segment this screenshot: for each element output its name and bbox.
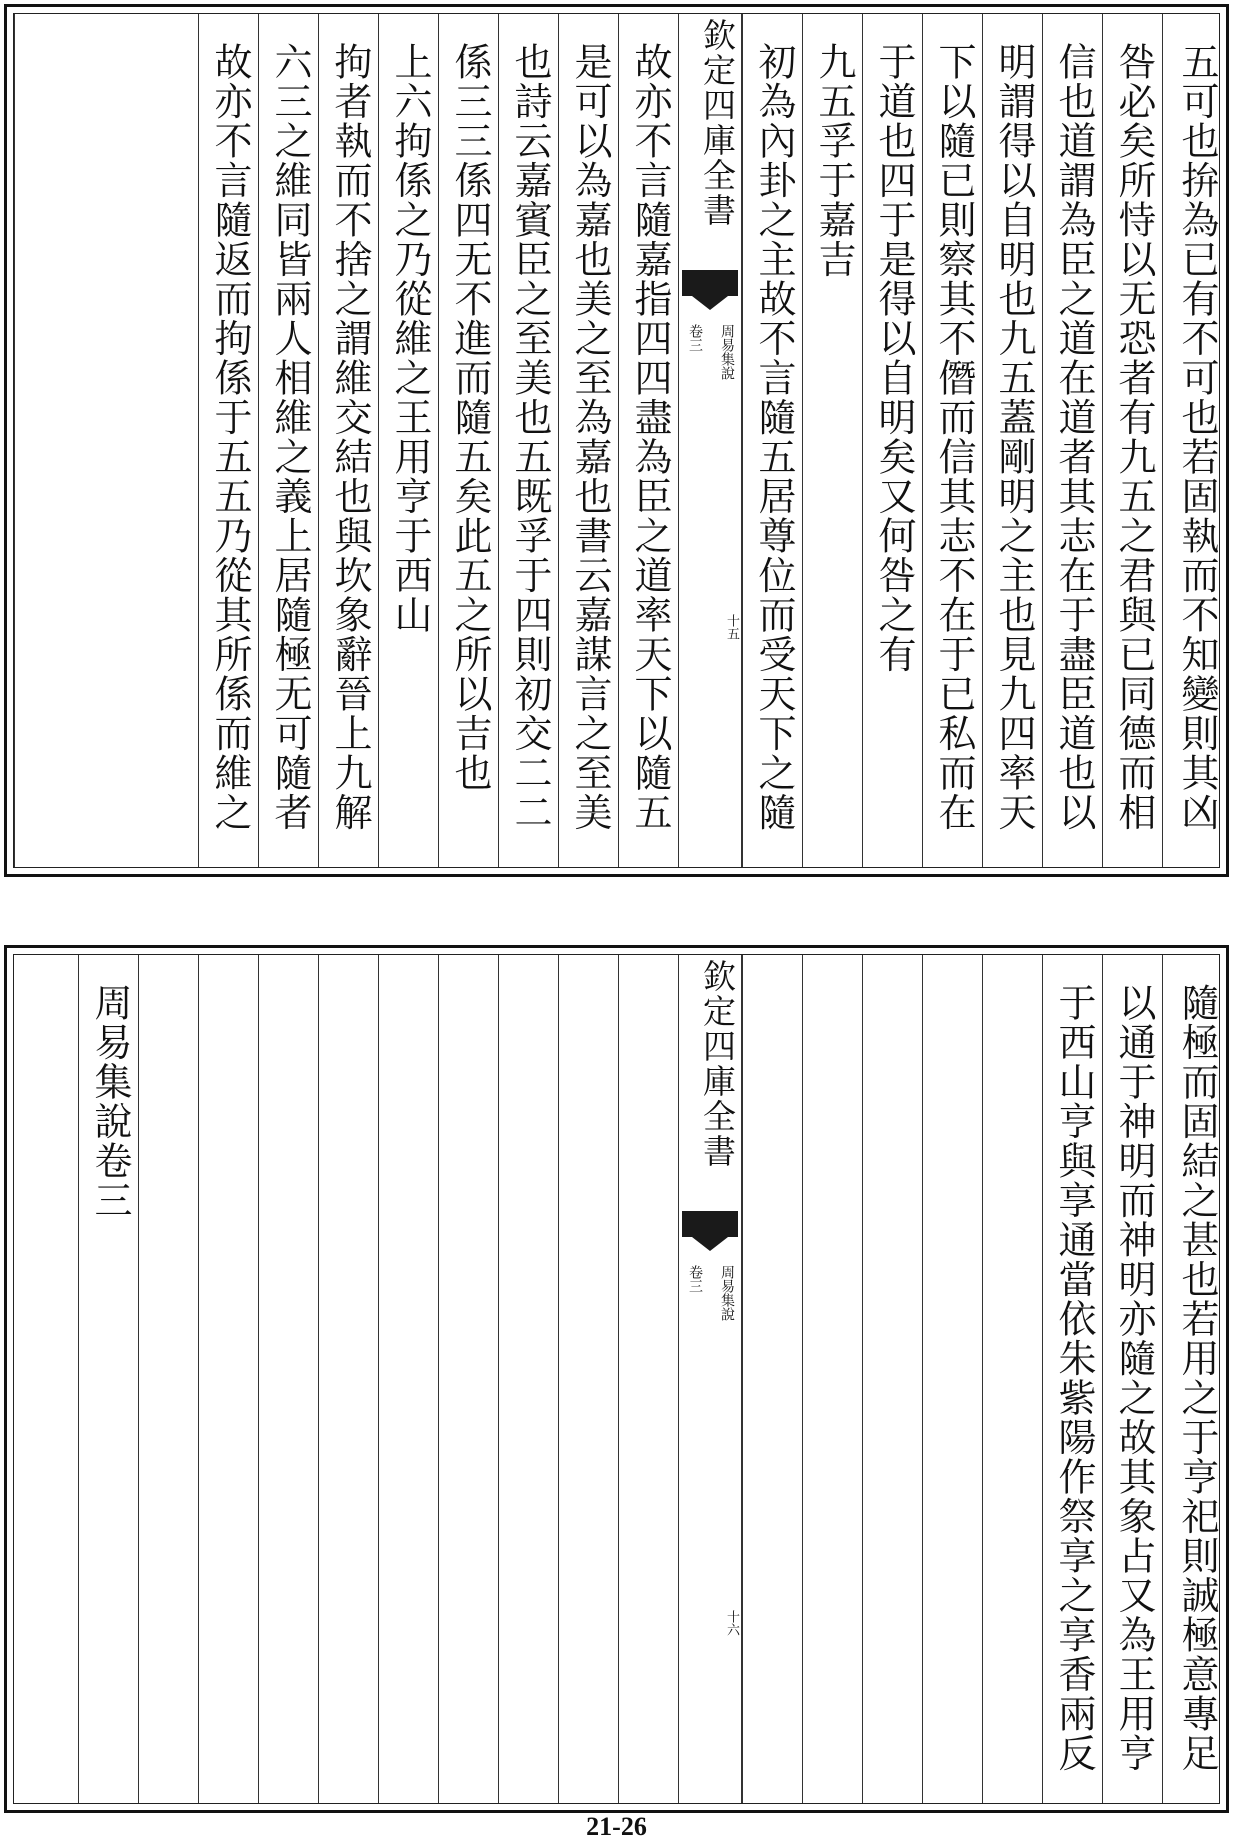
blank-margin xyxy=(14,955,78,1803)
column-text: 于道也四于是得以自明矣又何咎之有 xyxy=(872,42,916,674)
center-page-number: 十六 xyxy=(724,1610,739,1636)
text-column xyxy=(378,14,438,867)
column-text: 咎必矣所恃以无恐者有九五之君與已同德而相 xyxy=(1112,42,1156,832)
center-fold xyxy=(678,955,742,1803)
lower-page-frame xyxy=(13,954,1220,1804)
empty-column xyxy=(558,955,618,1803)
empty-column xyxy=(378,955,438,1803)
center-book-title: 周易集說 xyxy=(719,1265,735,1321)
text-column xyxy=(1162,14,1225,867)
fish-tail-mark xyxy=(682,270,738,296)
column-text: 六三之維同皆兩人相維之義上居隨極无可隨者 xyxy=(268,42,312,832)
column-text: 五可也拚為已有不可也若固執而不知變則其凶 xyxy=(1175,42,1219,832)
column-text: 明謂得以自明也九五蓋剛明之主也見九四率天 xyxy=(992,42,1036,832)
center-volume: 卷三 xyxy=(687,1265,703,1293)
fish-tail-mark xyxy=(682,1211,738,1237)
empty-column xyxy=(862,955,922,1803)
empty-column xyxy=(438,955,498,1803)
column-text: 九五孚于嘉吉 xyxy=(812,42,856,279)
column-text: 于西山亨與享通當依朱紫陽作祭享之享香兩反 xyxy=(1052,983,1096,1773)
text-column xyxy=(1102,955,1162,1803)
column-text: 是可以為嘉也美之至為嘉也書云嘉謀言之至美 xyxy=(568,42,612,832)
empty-column xyxy=(982,955,1042,1803)
empty-column xyxy=(258,955,318,1803)
column-text: 信也道謂為臣之道在道者其志在于盡臣道也以 xyxy=(1052,42,1096,832)
text-column xyxy=(1102,14,1162,867)
empty-column xyxy=(802,955,862,1803)
text-column xyxy=(982,14,1042,867)
empty-column xyxy=(318,955,378,1803)
empty-column xyxy=(922,955,982,1803)
column-text: 拘者執而不捨之謂維交結也與坎象辭晉上九解 xyxy=(328,42,372,832)
text-column xyxy=(862,14,922,867)
column-text: 故亦不言隨返而拘係于五五乃從其所係而維之 xyxy=(208,42,252,832)
text-column xyxy=(78,955,138,1803)
center-book-title: 周易集說 xyxy=(719,324,735,380)
center-page-number: 十五 xyxy=(724,614,739,640)
text-column xyxy=(802,14,862,867)
empty-column xyxy=(618,955,678,1803)
text-column xyxy=(1162,955,1225,1803)
column-text: 以通于神明而神明亦隨之故其象占又為王用亨 xyxy=(1112,983,1156,1773)
text-column xyxy=(1042,14,1102,867)
empty-column xyxy=(498,955,558,1803)
empty-column xyxy=(198,955,258,1803)
text-column xyxy=(1042,955,1102,1803)
column-text: 隨極而固結之甚也若用之于亨祀則誠極意專足 xyxy=(1175,983,1219,1773)
column-text: 上六拘係之乃從維之王用亨于西山 xyxy=(388,42,432,635)
center-title: 欽定四庫全書 xyxy=(698,959,737,1169)
text-column xyxy=(318,14,378,867)
center-fold xyxy=(678,14,742,867)
text-column xyxy=(558,14,618,867)
closing-title: 周易集說卷三 xyxy=(88,983,132,1220)
upper-page xyxy=(4,4,1229,877)
page-number: 21-26 xyxy=(586,1812,647,1841)
lower-page xyxy=(4,945,1229,1813)
center-volume: 卷三 xyxy=(687,324,703,352)
text-column xyxy=(618,14,678,867)
center-title: 欽定四庫全書 xyxy=(698,18,737,228)
blank-margin xyxy=(14,14,198,867)
text-column xyxy=(498,14,558,867)
text-column xyxy=(198,14,258,867)
empty-column xyxy=(742,955,802,1803)
text-column xyxy=(742,14,802,867)
empty-column xyxy=(138,955,198,1803)
column-text: 下以隨已則察其不僭而信其志不在于已私而在 xyxy=(932,42,976,832)
column-text: 係三三係四无不進而隨五矣此五之所以吉也 xyxy=(448,42,492,793)
upper-page-frame xyxy=(13,13,1220,868)
column-text: 故亦不言隨嘉指四四盡為臣之道率天下以隨五 xyxy=(628,42,672,832)
column-text: 也詩云嘉賓臣之至美也五既孚于四則初交二二 xyxy=(508,42,552,832)
text-column xyxy=(258,14,318,867)
column-text: 初為內卦之主故不言隨五居尊位而受天下之隨 xyxy=(752,42,796,832)
text-column xyxy=(438,14,498,867)
text-column xyxy=(922,14,982,867)
